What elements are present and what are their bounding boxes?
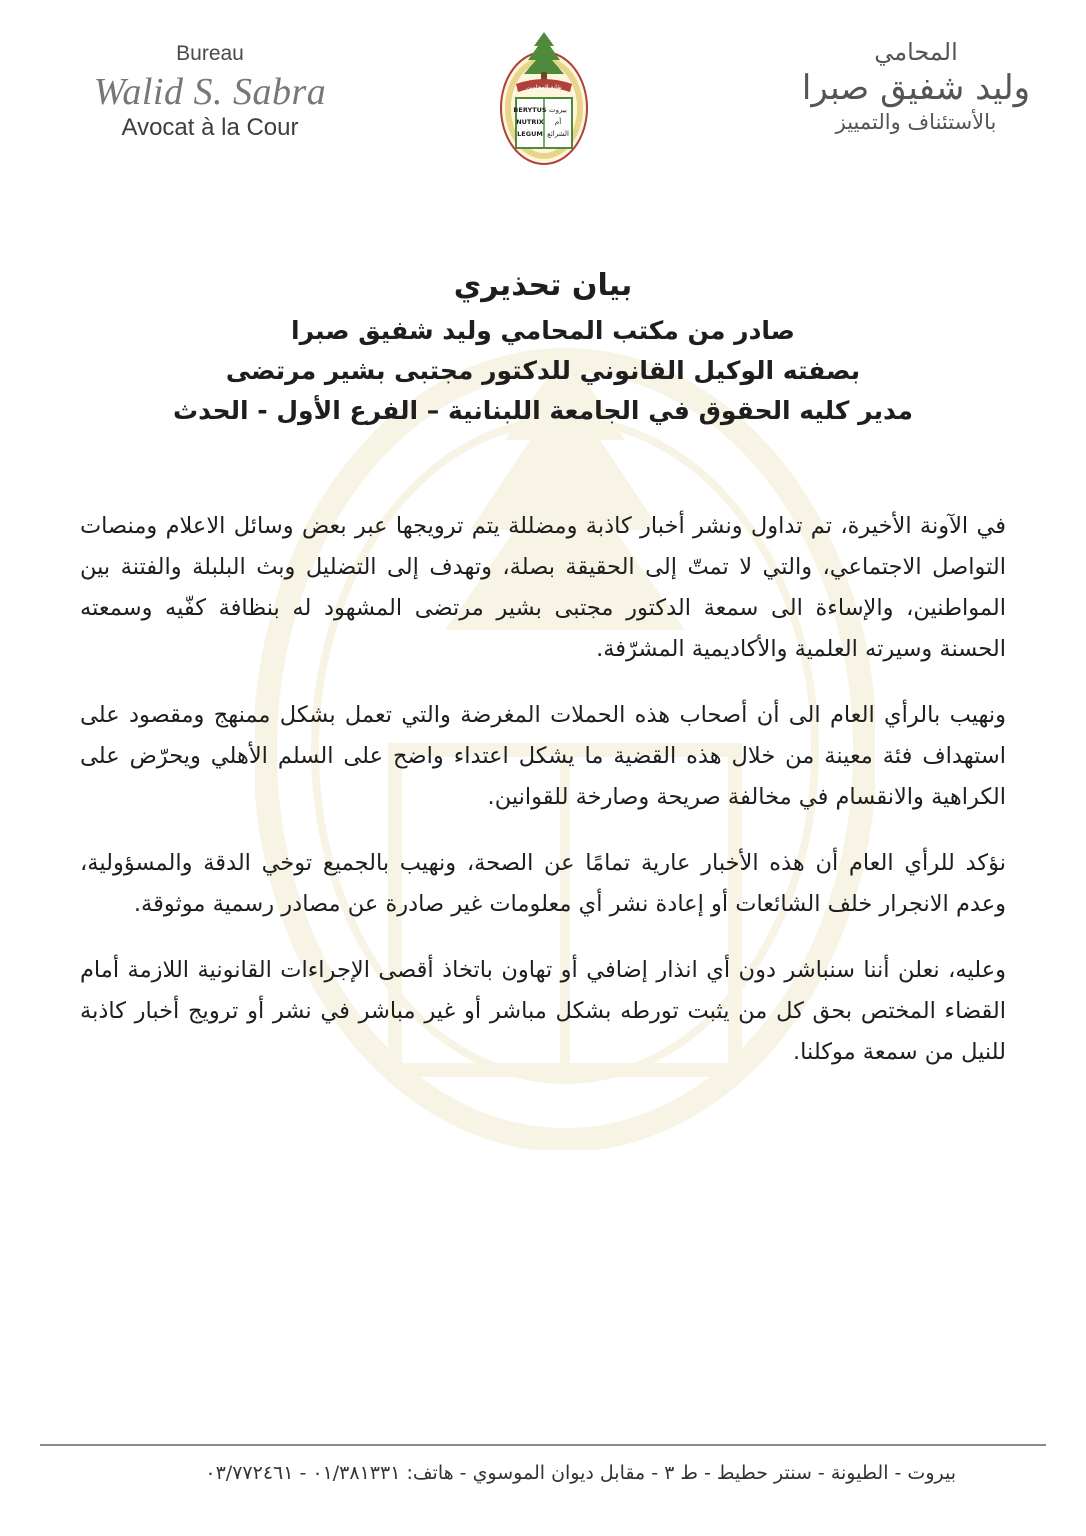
seal-ar-umm: أم (554, 118, 562, 126)
bureau-label: Bureau (176, 42, 244, 65)
statement-body (80, 506, 1006, 1098)
body-paragraph: في الآونة الأخيرة، تم تداول ونشر أخبار كاذبة ومضللة يتم ترويجها عبر بعض وسائل الاعلام ومنصات التواصل الاجتماعي، والتي لا تمتّ إلى الحقيقة بصلة، وتهدف إلى التضليل وبث البلبلة والفتنة بين المواطنين، والإساءة الى سمعة الدكتور مجتبى بشير مرتضى المشهود له بنظافة كفّيه وسمعته الحسنة وسيرته العلمية والأكاديمية المشرّفة. (80, 513, 1006, 662)
seal-ar-beirut: بيروت (549, 106, 567, 114)
bar-association-seal-logo (498, 28, 590, 168)
letterhead-right (786, 38, 1046, 134)
lawyer-name-latin: Walid S. Sabra (93, 71, 327, 113)
seal-legum: LEGUM (517, 130, 543, 138)
heading-line: صادر من مكتب المحامي وليد شفيق صبرا (291, 316, 795, 345)
letterhead-left (60, 42, 360, 142)
heading-line: بصفته الوكيل القانوني للدكتور مجتبى بشير مرتضى (225, 356, 861, 385)
lawyer-name-ar: وليد شفيق صبرا (801, 68, 1031, 108)
footer-divider (40, 1444, 1046, 1446)
seal-top-text: نقابة المحامين (526, 84, 562, 91)
statement-heading (120, 268, 966, 431)
seal-berytus: BERYTUS (513, 106, 547, 114)
lawyer-label-ar: المحامي (874, 38, 958, 66)
lawyer-title-ar: بالأستئناف والتمييز (835, 110, 997, 134)
lawyer-title-latin: Avocat à la Cour (121, 114, 299, 141)
seal-ar-sharai: الشرائع (547, 130, 569, 138)
body-paragraph: ونهيب بالرأي العام الى أن أصحاب هذه الحملات المغرضة والتي تعمل بشكل ممنهج ومقصود على استهداف فئة معينة من خلال هذه القضية ما يشكل اعتداء واضح على السلم الأهلي ويحرّض على الكراهية والانقسام في مخالفة صريحة وصارخة للقوانين. (80, 702, 1006, 810)
statement-title: بيان تحذيري (453, 268, 633, 303)
footer-address: بيروت - الطيونة - سنتر حطيط - ط ٣ - مقابل ديوان الموسوي - هاتف: ٠١/٣٨١٣٣١ - ٠٣/٧٧٢٤٦١ (205, 1462, 956, 1484)
body-paragraph: وعليه، نعلن أننا سنباشر دون أي انذار إضافي أو تهاون باتخاذ أقصى الإجراءات القانونية اللازمة أمام القضاء المختص بحق كل من يثبت تورطه بشكل مباشر أو غير مباشر في نشر أو ترويج أخبار كاذبة للنيل من سمعة موكلنا. (80, 957, 1006, 1065)
body-paragraph: نؤكد للرأي العام أن هذه الأخبار عارية تمامًا عن الصحة، ونهيب بالجميع توخي الدقة والمسؤولية، وعدم الانجرار خلف الشائعات أو إعادة نشر أي معلومات غير صادرة عن مصادر رسمية موثوقة. (80, 850, 1006, 917)
heading-line: مدير كليه الحقوق في الجامعة اللبنانية – الفرع الأول - الحدث (173, 396, 913, 425)
seal-nutrix: NUTRIX (516, 118, 544, 126)
